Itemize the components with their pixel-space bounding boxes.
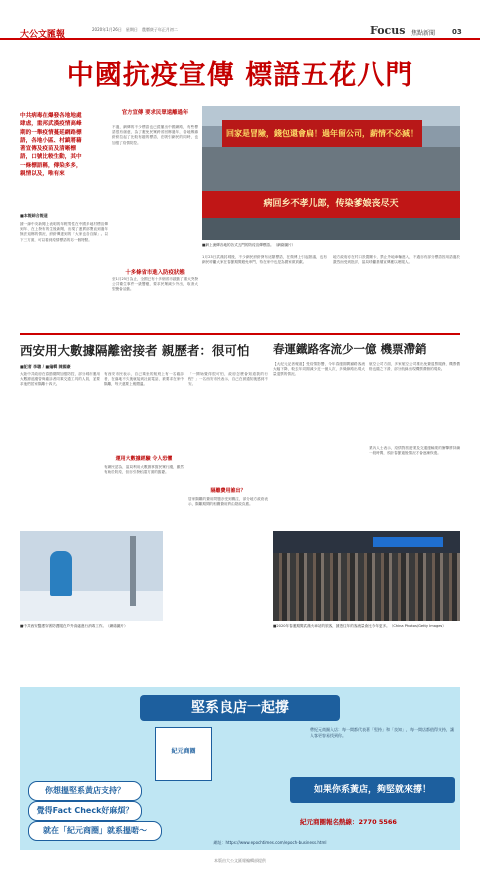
crowd (273, 553, 460, 621)
dateline: 2020年1月26日 星期日 農曆庚子年正月初二 (92, 27, 178, 32)
page-headline: 中國抗疫宣傳 標語五花八門 (66, 60, 414, 91)
photo1-caption: ■網上流傳各地的各式五門的防疫宣傳標語。（網絡圖片） (202, 243, 296, 247)
ad-description: 帶紀元商圈入店：每一間都代表著「堅持」和「良知」，每一間店都值得支持，讓人客更容易找到你。 (310, 727, 454, 738)
column2-heading2: 十多條省市進入防疫狀態 (125, 270, 185, 276)
ad-phone: 紀元商圈報名熱線：2770 5566 (300, 818, 397, 826)
story2-subhead: 運用大數據經驗 令人恐懼 (115, 456, 173, 462)
column2-body1: 不過，網傳的不少標語也已經撤出中國網路，有些標語很有創意，為了避免民眾跨省回鄉過年，各地鄉鎮紛紛拉起了比較有趣的標語，在吸引網民的同時，也加強了疫情防控。 (112, 125, 198, 145)
column2-body2: 至1月25日為止，全國已有十多個省市啟動了重大突發公共衛生事件一級響應，要求民眾減少外出，取消大型聚會活動。 (112, 277, 198, 292)
photo-disinfection-worker (20, 531, 163, 621)
lead-paragraph: 中共病毒在爆發各地地處肆虐，重邦武漢疫情高峰期的一舉疫情蔓延網路標語，各地小區、村鎮將藉著宣傳及疫苗及清晰標語，口號比較生動，其中一條標語稱，傳染多多，親情以及，唯有來 (20, 113, 82, 178)
column1-body: 據一線中央新聞上表明的年輕男性在中國多地村標宣傳到年、在上發布的生後新聞，出現了連貫部署直到過年無法返鄉的情況，紛紛傳達到的「大家也各自歸」。以下三方面，可以看到疫情標語的另一個特點。 (20, 222, 108, 242)
page-footer: 本版由大公文匯報編輯部提供 (214, 858, 266, 863)
ad-stamp-label: 紀元商圈 (171, 748, 196, 755)
story2-body-b: 有西安市民表示，自己乘坐的航班上有一名確診者，在落地不久後就接到社區電話，被要求在家中隔離，每天還要上報體溫。 (104, 372, 184, 387)
photo-ground (20, 591, 163, 621)
column2-heading1: 官方宣傳 要求民眾遠離過年 (121, 110, 189, 116)
story2-subhead2: 隔離費用誰出？ (210, 488, 246, 494)
advertisement (20, 687, 460, 850)
ad-title: 堅系良店一起撐 (140, 695, 340, 721)
story2-body-a: 大陸中共政府在春節期間加強防控，部分城市運用大數據追蹤曾與確診者同乘交通工具的人員，並要求他們居家隔離十四天。 (20, 372, 100, 387)
brand-logo: 大公文匯報 (20, 30, 66, 40)
lead-byline: ■本報綜合報道 (20, 213, 48, 218)
story2-headline: 西安用大數據隔離密接者 親歷者：很可怕 (20, 343, 250, 358)
ad-line-1: 你想搵堅系黃店支持？ (28, 781, 142, 801)
story3-body-b: 航空公司方面，多家航空公司推出免費退票服務，機票價格也隨之下滑，部分航線出現機票滯銷的現象。 (369, 362, 460, 372)
photo-train-station-crowd (273, 531, 460, 621)
story3-body-c: 業內人士表示，疫情對旅遊業及交通運輸業的衝擊將持續一段時間，預計春節過後情況才會逐漸恢復。 (369, 446, 460, 456)
story2-body-e: 居家隔離的費用問題亦受到關注，部分地方政府表示，隔離期間的相關費用將由財政負擔。 (188, 497, 268, 507)
story2-body-c: 有網民認為，當局利用大數據掌握民眾行蹤，雖然有助於防疫，但亦引發私隱方面的擔憂。 (104, 465, 184, 475)
masthead-bar (0, 0, 480, 40)
section-divider (20, 333, 460, 335)
story3-headline: 春運鐵路客流少一億 機票滯銷 (273, 342, 427, 356)
photo-ground (202, 218, 460, 240)
ad-line-3: 就在「紀元商圈」就系搵啱～ (28, 821, 162, 841)
slogan-banner-bottom: 病回乡不孝儿郎，传染爹娘丧尽天 (202, 191, 460, 218)
story2-byline: ■記者 李聰 / ■編輯 陳國豪 (20, 364, 71, 369)
ad-stamp (155, 727, 212, 781)
story3-body-a: 【大紀元記者報道】受疫情影響，今年春運期間鐵路客流大幅下降，較去年同期減少近一億人次，多條線路出現大量退票的情況。 (273, 362, 365, 377)
ad-promo-banner: 如果你系黃店，夠堅就來撐！ (290, 777, 455, 803)
story3-caption: ■2020年春運期間武漢火車站的旅客，據悉往年的客流量會比今年更多。（China Photos/Getty Images） (273, 624, 446, 628)
pole (130, 536, 136, 606)
section-name: 焦點新聞 (411, 30, 436, 37)
story2-caption: ■中共西安醫護穿著防護服在戶外高處進行消毒工作。（網絡圖片） (20, 624, 128, 628)
column3-body: 1月23日武漢封城後，不少網民紛紛發布這類標語，在微博上引起熱議，也有網民呼籲大家在春節期間避免串門，待在家中也是為國家做貢獻。 (202, 255, 327, 265)
slogan-banner-top: 回家是冒險，錢包還會扁！過年留公司，薪情不必減！ (222, 120, 422, 147)
worker-figure (50, 551, 72, 596)
photo-slogan-banners (202, 106, 460, 240)
departure-board (373, 537, 443, 547)
ad-line-2: 覺得Fact Check好麻煩？ (28, 801, 142, 821)
page-number: 03 (452, 28, 462, 36)
photo-wall (202, 147, 460, 191)
column4-body: 地方政府亦在村口設置關卡，禁止外地車輛進入，不過亦有部分標語因用語過於激烈而受到批評，當局呼籲基層宣傳應以理服人。 (333, 255, 460, 265)
story2-body-d: 「一開始覺得很可怕，政府怎麼會知道我的行程？」一名西安市民表示，自己在被通知後感到不安。 (188, 372, 268, 387)
focus-label: Focus (370, 24, 406, 37)
ad-url[interactable]: 網址：https://www.epochtimes.com/epoch-business.html (213, 840, 327, 845)
